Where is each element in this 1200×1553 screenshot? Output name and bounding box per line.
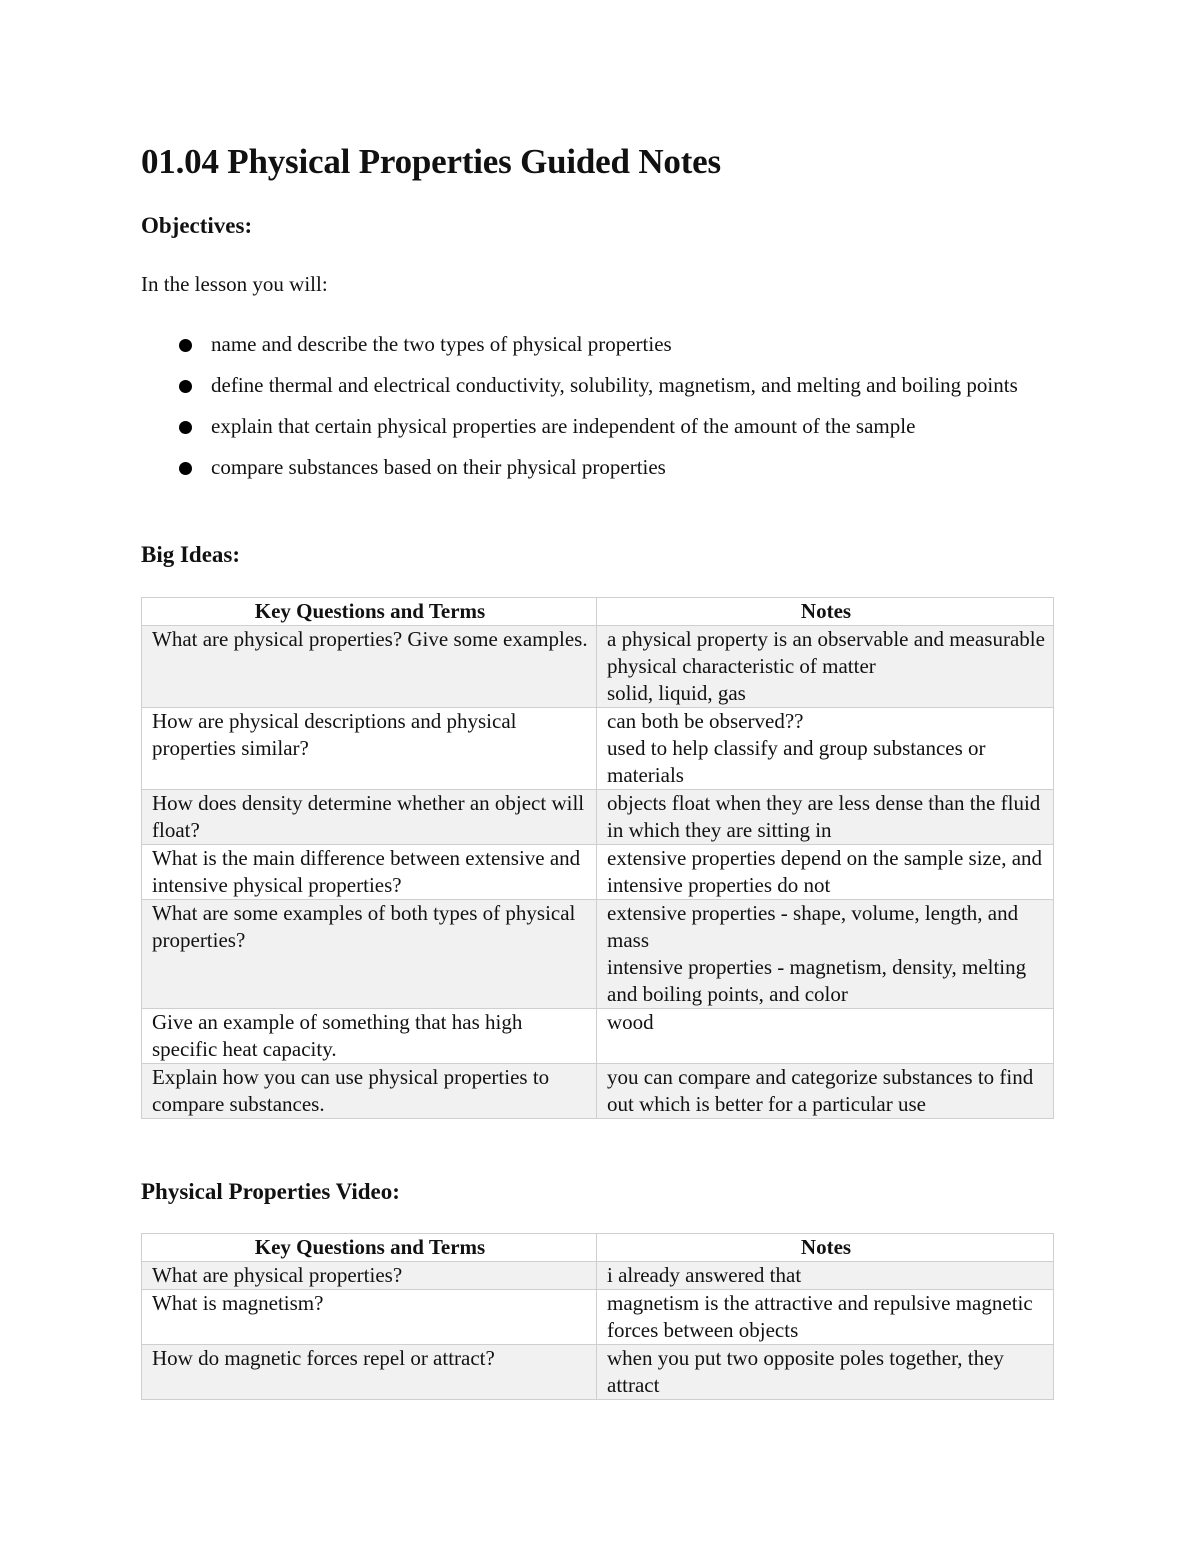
- objective-item: [173, 328, 1073, 360]
- page-title: 01.04 Physical Properties Guided Notes: [141, 142, 721, 181]
- table-row: [142, 1064, 1054, 1119]
- table-row: [142, 845, 1054, 900]
- question-cell: How do magnetic forces repel or attract?: [142, 1345, 597, 1400]
- objective-text: explain that certain physical properties are independent of the amount of the sample: [211, 414, 916, 438]
- objectives-heading: Objectives:: [141, 213, 253, 238]
- notes-cell[interactable]: a physical property is an observable and measurable physical characteristic of matter solid, liquid, gas: [597, 626, 1054, 708]
- table-header-row: [142, 598, 1054, 626]
- question-cell: How does density determine whether an object will float?: [142, 790, 597, 845]
- table-row: [142, 708, 1054, 790]
- question-cell: What is the main difference between extensive and intensive physical properties?: [142, 845, 597, 900]
- question-cell: What are physical properties?: [142, 1262, 597, 1290]
- bullet-icon: [179, 421, 192, 434]
- video-table: [141, 1233, 1054, 1400]
- notes-cell[interactable]: extensive properties - shape, volume, length, and mass intensive properties - magnetism, density, melting and boiling points, and color: [597, 900, 1054, 1009]
- column-header-questions: Key Questions and Terms: [142, 1234, 597, 1262]
- question-cell: Give an example of something that has high specific heat capacity.: [142, 1009, 597, 1064]
- table-row: [142, 1262, 1054, 1290]
- bullet-icon: [179, 380, 192, 393]
- table-row: [142, 900, 1054, 1009]
- table-row: [142, 626, 1054, 708]
- objective-text: name and describe the two types of physical properties: [211, 332, 672, 356]
- big-ideas-heading: Big Ideas:: [141, 542, 241, 567]
- table-row: [142, 1009, 1054, 1064]
- bullet-icon: [179, 462, 192, 475]
- big-ideas-table: [141, 597, 1054, 1119]
- table-row: [142, 790, 1054, 845]
- table-header-row: [142, 1234, 1054, 1262]
- notes-cell[interactable]: extensive properties depend on the sample size, and intensive properties do not: [597, 845, 1054, 900]
- objective-item: [173, 410, 1073, 442]
- question-cell: What is magnetism?: [142, 1290, 597, 1345]
- objective-text: define thermal and electrical conductivity, solubility, magnetism, and melting and boiling points: [211, 373, 1018, 397]
- notes-cell[interactable]: when you put two opposite poles together, they attract: [597, 1345, 1054, 1400]
- column-header-notes: Notes: [597, 1234, 1054, 1262]
- objective-text: compare substances based on their physical properties: [211, 455, 666, 479]
- objective-item: [173, 369, 1073, 401]
- objectives-intro: In the lesson you will:: [141, 272, 328, 296]
- notes-cell[interactable]: wood: [597, 1009, 1054, 1064]
- column-header-questions: Key Questions and Terms: [142, 598, 597, 626]
- table-row: [142, 1345, 1054, 1400]
- notes-cell[interactable]: i already answered that: [597, 1262, 1054, 1290]
- question-cell: Explain how you can use physical properties to compare substances.: [142, 1064, 597, 1119]
- notes-cell[interactable]: can both be observed?? used to help classify and group substances or materials: [597, 708, 1054, 790]
- bullet-icon: [179, 339, 192, 352]
- question-cell: What are physical properties? Give some examples.: [142, 626, 597, 708]
- objective-item: [173, 451, 1073, 483]
- column-header-notes: Notes: [597, 598, 1054, 626]
- objectives-list: [173, 328, 1073, 492]
- notes-cell[interactable]: you can compare and categorize substances to find out which is better for a particular use: [597, 1064, 1054, 1119]
- notes-cell[interactable]: magnetism is the attractive and repulsive magnetic forces between objects: [597, 1290, 1054, 1345]
- table-row: [142, 1290, 1054, 1345]
- video-heading: Physical Properties Video:: [141, 1179, 400, 1204]
- question-cell: How are physical descriptions and physical properties similar?: [142, 708, 597, 790]
- notes-cell[interactable]: objects float when they are less dense than the fluid in which they are sitting in: [597, 790, 1054, 845]
- question-cell: What are some examples of both types of physical properties?: [142, 900, 597, 1009]
